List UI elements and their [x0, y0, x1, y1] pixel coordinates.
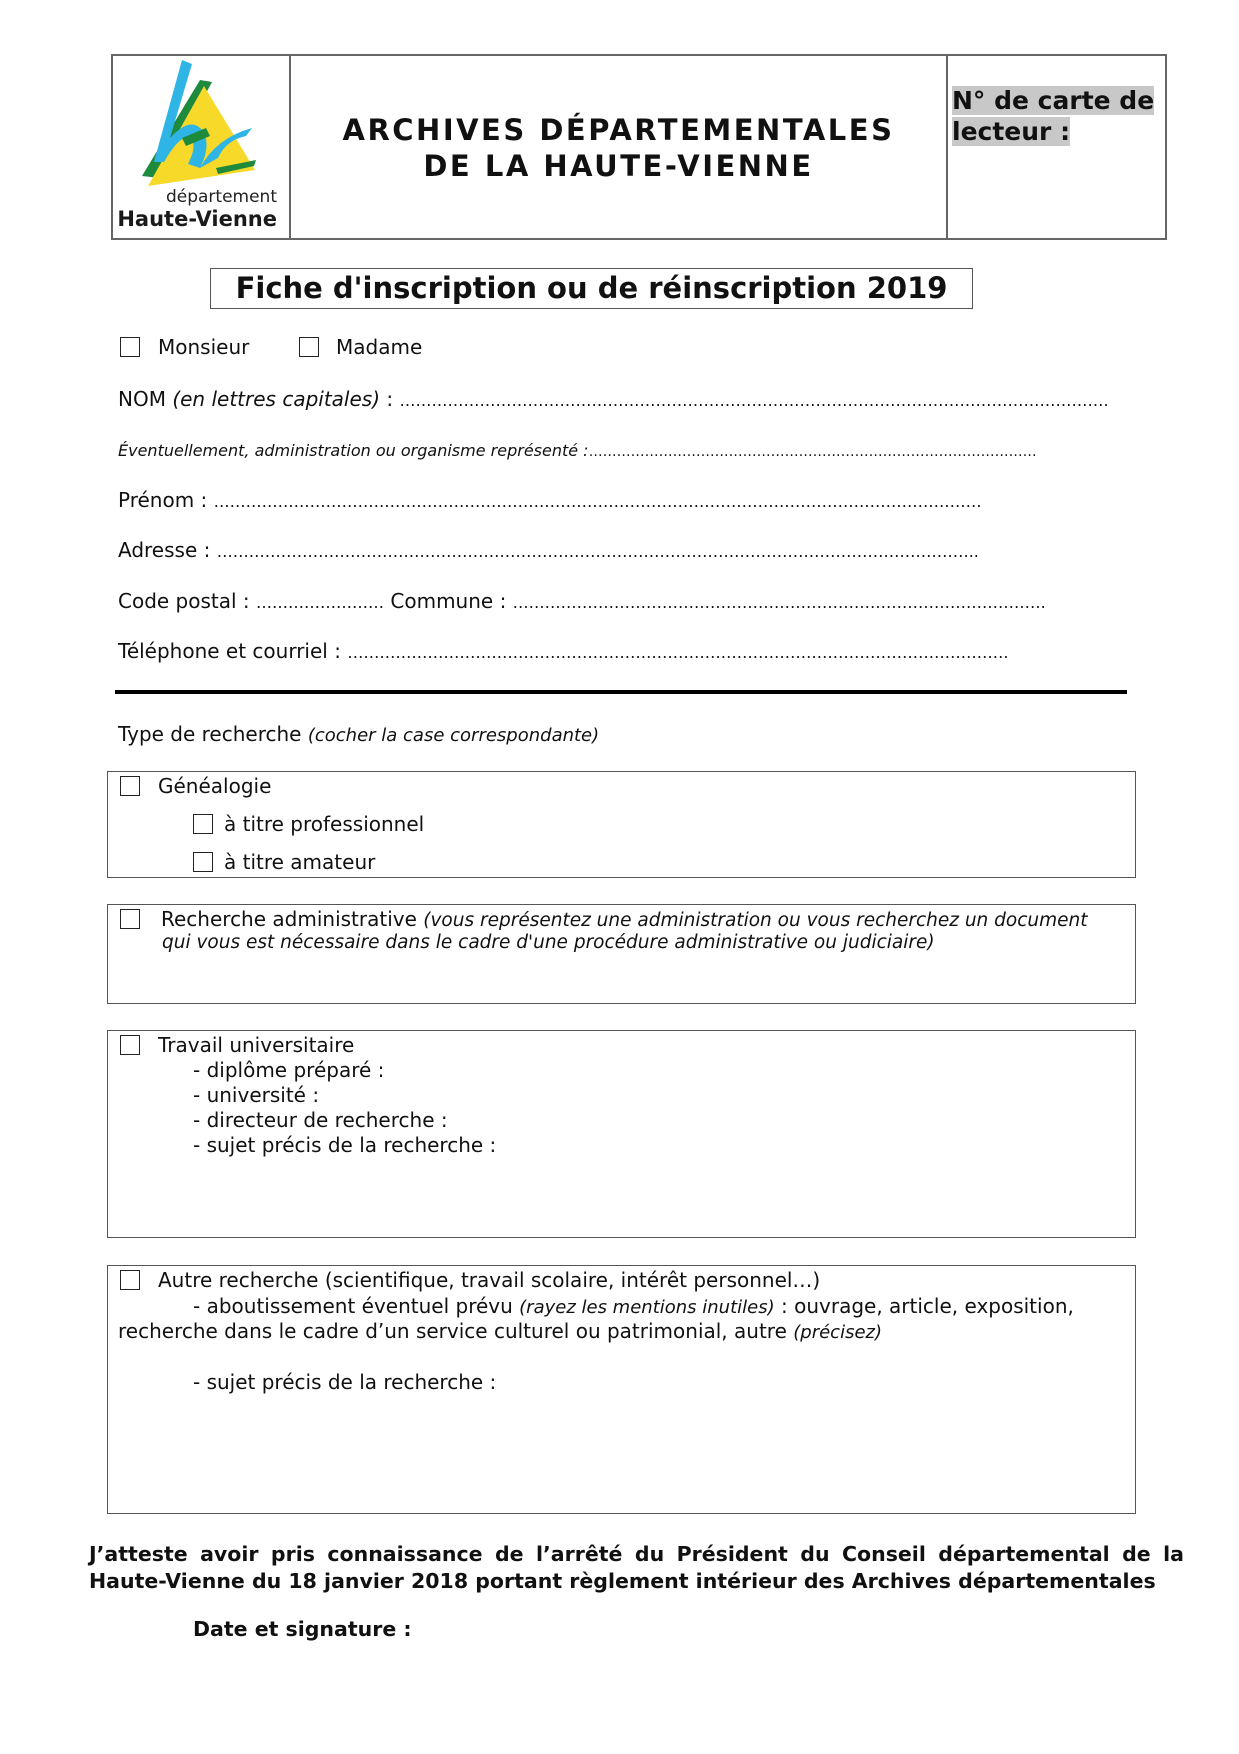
section-divider [115, 690, 1127, 694]
nom-hint: (en lettres capitales) [172, 387, 381, 411]
checkbox-titre-professionnel[interactable] [193, 814, 213, 834]
organization-title-line2: DE LA HAUTE-VIENNE [423, 149, 814, 183]
universitaire-directeur: - directeur de recherche : [193, 1108, 448, 1132]
nom-label: NOM [118, 387, 166, 411]
autre-sujet: - sujet précis de la recherche : [193, 1370, 497, 1394]
label-genealogie: Généalogie [158, 774, 272, 798]
checkbox-titre-amateur[interactable] [193, 852, 213, 872]
logo-text-haute-vienne: Haute-Vienne [117, 207, 277, 231]
adresse-dotted-line[interactable]: …………………………………………………………………………………………………………………………….. [216, 542, 979, 561]
organization-title [291, 112, 946, 184]
research-type-heading [118, 722, 599, 746]
commune-label: Commune : [384, 589, 513, 613]
checkbox-autre-recherche[interactable] [120, 1270, 140, 1290]
logo-text-departement: département [165, 187, 277, 207]
research-type-hint: (cocher la case correspondante) [307, 725, 600, 746]
field-organisme[interactable] [118, 441, 1037, 460]
checkbox-monsieur[interactable] [120, 337, 140, 357]
commune-dotted-line[interactable]: ………………………………………………………………………………………. [512, 593, 1046, 612]
organization-title-line1: ARCHIVES DÉPARTEMENTALES [342, 113, 895, 147]
field-prenom[interactable] [118, 488, 982, 512]
autre-aboutissement-a: - aboutissement éventuel prévu [193, 1294, 520, 1318]
universitaire-diplome: - diplôme préparé : [193, 1058, 385, 1082]
code-postal-label: Code postal : [118, 589, 257, 613]
checkbox-travail-universitaire[interactable] [120, 1035, 140, 1055]
signature-label: Date et signature : [193, 1617, 412, 1641]
nom-dotted-line[interactable]: ……………………………………………………………………………………………………………………. [399, 391, 1109, 410]
label-madame: Madame [336, 335, 423, 359]
universitaire-sujet: - sujet précis de la recherche : [193, 1133, 497, 1157]
field-adresse[interactable] [118, 538, 979, 562]
label-recherche-administrative: Recherche administrative [161, 907, 417, 931]
field-nom[interactable] [118, 387, 1109, 411]
research-type-label: Type de recherche [118, 722, 302, 746]
administrative-hint-line2: qui vous est nécessaire dans le cadre d'une procédure administrative ou judiciaire) [162, 932, 935, 953]
prenom-label: Prénom : [118, 488, 214, 512]
reader-card-number-label [952, 85, 1162, 147]
label-autre-recherche: Autre recherche (scientifique, travail scolaire, intérêt personnel…) [158, 1268, 821, 1292]
reader-card-label-line2: lecteur : [952, 117, 1071, 146]
form-title: Fiche d'inscription ou de réinscription 2019 [210, 268, 973, 309]
label-titre-professionnel: à titre professionnel [224, 812, 425, 836]
reader-card-label-line1: N° de carte de [952, 86, 1155, 115]
attestation-line2: Haute-Vienne du 18 janvier 2018 portant règlement intérieur des Archives départementales [89, 1569, 1156, 1593]
label-titre-amateur: à titre amateur [224, 850, 376, 874]
attestation-line1: J’atteste avoir pris connaissance de l’arrêté du Président du Conseil départemental de la [89, 1542, 1184, 1566]
organisme-label: Éventuellement, administration ou organisme représenté : [118, 441, 589, 460]
administrative-line1 [161, 907, 1088, 931]
adresse-label: Adresse : [118, 538, 217, 562]
telephone-label: Téléphone et courriel : [118, 639, 348, 663]
label-travail-universitaire: Travail universitaire [158, 1033, 355, 1057]
label-monsieur: Monsieur [158, 335, 250, 359]
autre-cadre-a: recherche dans le cadre d’un service culturel ou patrimonial, autre [118, 1319, 794, 1343]
header-divider [946, 54, 948, 240]
autre-cadre-line [118, 1319, 882, 1343]
field-telephone[interactable] [118, 639, 1008, 663]
checkbox-recherche-administrative[interactable] [120, 909, 140, 929]
autre-aboutissement-hint: (rayez les mentions inutiles) [519, 1297, 775, 1318]
checkbox-madame[interactable] [299, 337, 319, 357]
field-code-postal-commune[interactable] [118, 589, 1046, 613]
checkbox-genealogie[interactable] [120, 776, 140, 796]
prenom-dotted-line[interactable]: ……………………………………………………………………………………………………………………………… [213, 492, 982, 511]
administrative-hint-line1: (vous représentez une administration ou vous recherchez un document [423, 910, 1088, 931]
code-postal-dotted-line[interactable]: …………………… [256, 593, 385, 612]
nom-colon: : [380, 387, 400, 411]
universitaire-universite: - université : [193, 1083, 320, 1107]
telephone-dotted-line[interactable]: ……………………………………………………………………………………………………………. [347, 643, 1009, 662]
autre-cadre-hint: (précisez) [793, 1322, 882, 1343]
organisme-dotted-line[interactable]: …………………………………………………………………………………… [588, 444, 1037, 460]
autre-aboutissement-b: : ouvrage, article, exposition, [774, 1294, 1074, 1318]
autre-aboutissement-line [193, 1294, 1074, 1318]
